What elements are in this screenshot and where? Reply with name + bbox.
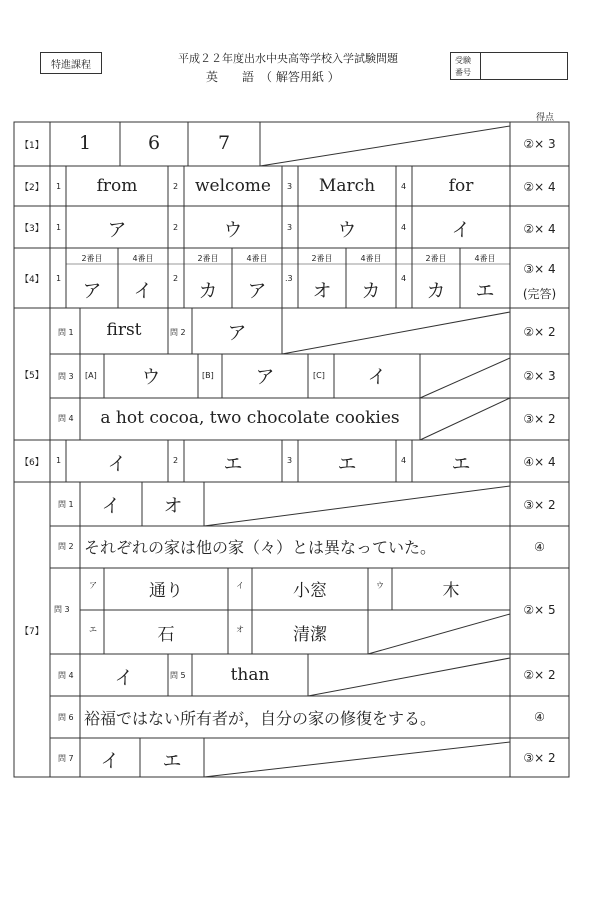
q5-label-4: 問 4: [58, 414, 74, 423]
q3-num-3: 3: [287, 223, 293, 232]
q4-sub-4th: 4番目: [132, 254, 154, 263]
q3-num-2: 2: [173, 223, 179, 232]
q7-points-1: ③× 2: [523, 498, 556, 512]
section-2-label: 【2】: [20, 183, 44, 193]
q1-answer-1: 1: [78, 132, 92, 154]
q2-answer-1: from: [96, 176, 138, 196]
q2-num-4: 4: [401, 182, 407, 191]
q4-sub-2nd: 2番目: [197, 254, 219, 263]
q2-points: ②× 4: [523, 180, 556, 194]
q2-answer-4: for: [448, 176, 474, 196]
q4-answer-2a: カ: [198, 280, 218, 302]
q7-item-c-key: ウ: [376, 581, 384, 590]
q7-item-e-key: オ: [236, 625, 244, 634]
subject-title: 英 語 （ 解答用紙 ）: [206, 70, 340, 84]
q6-num-4: 4: [401, 456, 407, 465]
q6-answer-1: イ: [107, 453, 127, 475]
q4-answer-4a: カ: [426, 280, 446, 302]
section-6-label: 【6】: [20, 458, 44, 468]
q7-answer-4: イ: [114, 667, 134, 689]
q4-answer-3b: カ: [361, 280, 381, 302]
q4-points: ③× 4: [523, 262, 556, 276]
q1-answer-2: 6: [147, 132, 161, 154]
q5-answer-1: first: [106, 320, 142, 340]
q5-points-2: ②× 3: [523, 369, 556, 383]
q3-answer-1: ア: [107, 219, 127, 241]
q7-label-3: 問 3: [54, 605, 70, 614]
q3-num-1: 1: [56, 223, 62, 232]
q7-label-1: 問 1: [58, 500, 74, 509]
q6-points: ④× 4: [523, 455, 556, 469]
q7-label-7: 問 7: [58, 754, 74, 763]
q4-sub-4th: 4番目: [360, 254, 382, 263]
q2-num-2: 2: [173, 182, 179, 191]
q5-answer-c: イ: [367, 366, 387, 388]
q3-answer-3: ウ: [337, 219, 357, 241]
exam-number-label-2: 番号: [455, 68, 471, 77]
q7-item-c-value: 木: [442, 581, 460, 601]
q7-answer-7a: イ: [100, 750, 120, 772]
q7-item-e-value: 清潔: [293, 625, 327, 645]
q4-answer-4b: エ: [475, 280, 495, 302]
q4-sub-4th: 4番目: [474, 254, 496, 263]
q7-answer-5: than: [230, 665, 270, 685]
q5-blank-c: [C]: [313, 371, 325, 380]
q6-answer-2: エ: [223, 453, 243, 475]
q2-answer-2: welcome: [195, 176, 271, 196]
q7-item-a-key: ア: [89, 581, 97, 590]
q1-answer-3: 7: [217, 132, 231, 154]
q4-sub-4th: 4番目: [246, 254, 268, 263]
section-3-label: 【3】: [20, 224, 44, 234]
q7-item-d-key: エ: [89, 625, 97, 634]
q6-num-1: 1: [56, 456, 62, 465]
q4-sub-2nd: 2番目: [425, 254, 447, 263]
q5-label-1: 問 1: [58, 328, 74, 337]
q4-sub-2nd: 2番目: [81, 254, 103, 263]
q4-answer-2b: ア: [247, 280, 267, 302]
section-7-label: 【7】: [20, 627, 44, 637]
q4-sub-2nd: 2番目: [311, 254, 333, 263]
q2-answer-3: March: [318, 176, 376, 196]
q4-num-4: 4: [401, 274, 407, 283]
q3-num-4: 4: [401, 223, 407, 232]
q7-item-a-value: 通り: [149, 581, 183, 601]
q4-num-1: 1: [56, 274, 62, 283]
q5-answer-b: ア: [255, 366, 275, 388]
q7-item-b-value: 小窓: [293, 581, 327, 601]
q7-answer-7b: エ: [162, 750, 182, 772]
q5-answer-2: ア: [227, 322, 247, 344]
q7-points-2: ④: [534, 540, 545, 554]
q5-points-3: ③× 2: [523, 412, 556, 426]
q7-label-2: 問 2: [58, 542, 74, 551]
q7-label-4: 問 4: [58, 671, 74, 680]
exam-title: 平成２２年度出水中央高等学校入学試験問題: [178, 52, 398, 65]
q5-points-1: ②× 2: [523, 325, 556, 339]
q4-num-2: 2: [173, 274, 179, 283]
q5-label-3: 問 3: [58, 372, 74, 381]
q7-answer-6: 裕福ではない所有者が，自分の家の修復をする。: [84, 709, 437, 728]
q5-blank-b: [B]: [202, 371, 214, 380]
q6-answer-3: エ: [337, 453, 357, 475]
q3-answer-2: ウ: [223, 219, 243, 241]
q5-answer-a: ウ: [141, 366, 161, 388]
q7-item-b-key: イ: [236, 581, 244, 590]
q5-answer-4: a hot cocoa, two chocolate cookies: [100, 408, 400, 428]
q7-item-d-value: 石: [157, 625, 175, 645]
q1-points: ②× 3: [523, 137, 556, 151]
q5-label-2: 問 2: [170, 328, 186, 337]
q4-answer-1b: イ: [133, 280, 153, 302]
course-label: 特進課程: [51, 60, 91, 71]
q6-answer-4: エ: [451, 453, 471, 475]
q4-note: (完答): [522, 287, 557, 301]
q4-answer-3a: オ: [312, 280, 332, 302]
q6-num-2: 2: [173, 456, 179, 465]
q7-answer-2: それぞれの家は他の家（々）とは異なっていた。: [84, 538, 437, 557]
q2-num-3: 3: [287, 182, 293, 191]
exam-number-label-1: 受験: [455, 56, 471, 65]
points-label: 得点: [536, 113, 555, 123]
q5-blank-a: [A]: [85, 371, 97, 380]
q7-answer-1b: オ: [163, 495, 183, 517]
section-5-label: 【5】: [20, 371, 44, 381]
q3-answer-4: イ: [451, 219, 471, 241]
q4-num-3: .3: [285, 274, 293, 283]
q7-points-5: ④: [534, 710, 545, 724]
q7-label-5: 問 5: [170, 671, 186, 680]
q4-answer-1a: ア: [82, 280, 102, 302]
q7-points-3: ②× 5: [523, 603, 556, 617]
q7-answer-1a: イ: [101, 495, 121, 517]
q7-points-4: ②× 2: [523, 668, 556, 682]
section-1-label: 【1】: [20, 141, 44, 151]
q7-label-6: 問 6: [58, 713, 74, 722]
q3-points: ②× 4: [523, 222, 556, 236]
q7-points-6: ③× 2: [523, 751, 556, 765]
q2-num-1: 1: [56, 182, 62, 191]
section-4-label: 【4】: [20, 275, 44, 285]
q6-num-3: 3: [287, 456, 293, 465]
